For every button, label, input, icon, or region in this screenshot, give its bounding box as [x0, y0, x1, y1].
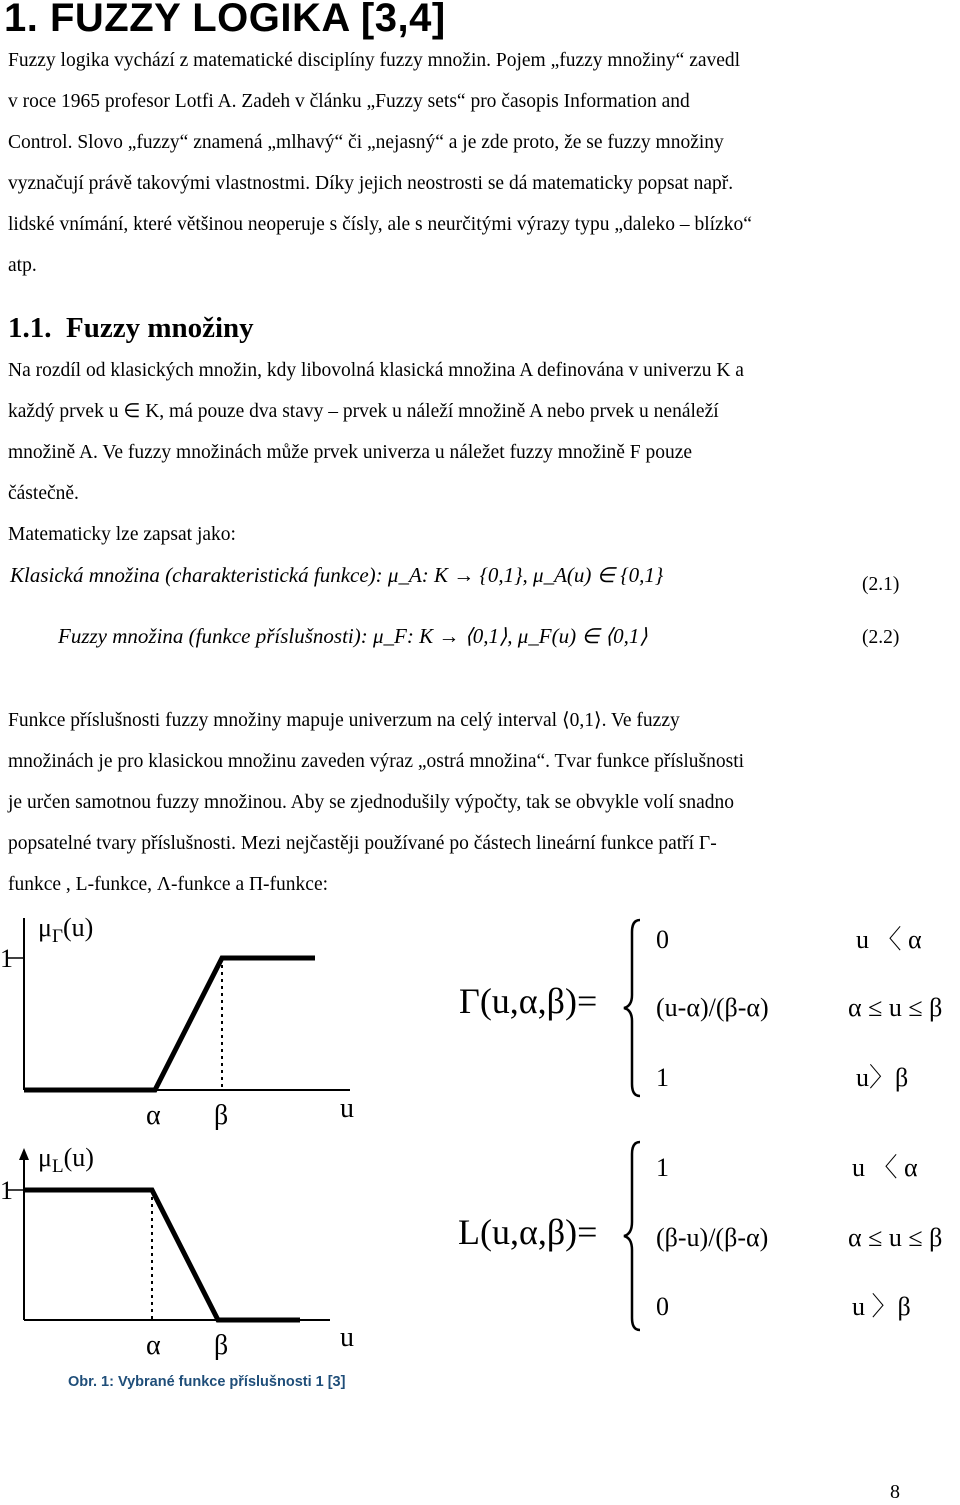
mu-argument: (u) [63, 1143, 94, 1172]
intro-line: v roce 1965 profesor Lotfi A. Zadeh v článku „Fuzzy sets“ pro časopis Information and [8, 91, 690, 112]
gamma-formula-lhs: Γ(u,α,β)= [459, 981, 598, 1021]
gamma-curve [24, 958, 315, 1090]
body-line: množinách je pro klasickou množinu zaveden výraz „ostrá množina“. Tvar funkce příslušnosti [8, 751, 745, 772]
page-number: 8 [890, 1481, 900, 1503]
body-line: popsatelné tvary příslušnosti. Mezi nejčastěji používané po částech lineární funkce patří Γ- [8, 833, 717, 854]
case-condition: u 〈 α [856, 925, 922, 954]
intro-line: lidské vnímání, které většinou neoperuje s čísly, ale s neurčitými výrazy typu „daleko – blízko“ [8, 214, 752, 235]
case-condition: u〉β [856, 1063, 909, 1092]
case-condition: α ≤ u ≤ β [848, 1223, 943, 1252]
case-value: 0 [656, 1292, 669, 1321]
section-number: 1.1. [8, 312, 52, 344]
tick-label-one: 1 [0, 1176, 13, 1205]
gamma-plot [0, 913, 354, 1131]
case-value: 0 [656, 925, 669, 954]
mu-argument: (u) [62, 913, 94, 942]
case-condition: u 〈 α [852, 1153, 918, 1182]
body-line: Funkce příslušnosti fuzzy množiny mapuje univerzum na celý interval ⟨0,1⟩. Ve fuzzy [8, 710, 680, 731]
alpha-label: α [146, 1100, 161, 1131]
case-value: (β-u)/(β-α) [656, 1223, 769, 1252]
l-formula [458, 1142, 942, 1330]
case-value: (u-α)/(β-α) [656, 993, 769, 1022]
l-formula-lhs: L(u,α,β)= [458, 1212, 598, 1252]
section-line: Matematicky lze zapsat jako: [8, 524, 236, 545]
equation-number: (2.2) [862, 627, 900, 648]
intro-line: Control. Slovo „fuzzy“ znamená „mlhavý“ či „nejasný“ a je zde proto, že se fuzzy množiny [8, 132, 724, 153]
mu-symbol: μ [38, 913, 52, 942]
figure-caption: Obr. 1: Vybrané funkce příslušnosti 1 [3] [68, 1374, 346, 1390]
l-plot [0, 1143, 354, 1361]
mu-symbol: μ [38, 1143, 52, 1172]
case-value: 1 [656, 1063, 669, 1092]
mu-subscript: L [51, 1156, 64, 1177]
brace-icon [624, 1142, 640, 1330]
body-line: funkce , L-funkce, Λ-funkce a Π-funkce: [8, 874, 329, 895]
intro-line: vyznačují právě takovými vlastnostmi. Díky jejich neostrosti se dá matematicky popsat např. [8, 173, 734, 194]
body-line: je určen samotnou fuzzy množinou. Aby se zjednodušily výpočty, tak se obvykle volí snadno [8, 792, 735, 813]
equation-fuzzy: Fuzzy množina (funkce příslušnosti): μ_F: K → ⟨0,1⟩, μ_F(u) ∈ ⟨0,1⟩ [58, 624, 648, 648]
section-line: každý prvek u ∈ K, má pouze dva stavy – prvek u náleží množině A nebo prvek u nenáleží [8, 401, 719, 422]
section-line: množině A. Ve fuzzy množinách může prvek univerza u náležet fuzzy množině F pouze [8, 442, 693, 463]
beta-label: β [214, 1100, 229, 1131]
u-label: u [340, 1322, 354, 1353]
brace-icon [624, 920, 640, 1096]
equation-number: (2.1) [862, 574, 900, 595]
section-line: částečně. [8, 483, 79, 504]
equation-classic: Klasická množina (charakteristická funkce): μ_A: K → {0,1}, μ_A(u) ∈ {0,1} [10, 563, 664, 587]
u-label: u [340, 1093, 354, 1124]
beta-label: β [214, 1330, 229, 1361]
chapter-title: 1. FUZZY LOGIKA [3,4] [4, 0, 446, 40]
case-condition: α ≤ u ≤ β [848, 993, 943, 1022]
axis-label-mu [38, 1143, 94, 1177]
section-title: Fuzzy množiny [66, 312, 254, 344]
intro-line: atp. [8, 255, 37, 276]
gamma-formula [459, 920, 942, 1096]
intro-line: Fuzzy logika vychází z matematické disciplíny fuzzy množin. Pojem „fuzzy množiny“ zavedl [8, 50, 741, 71]
tick-label-one: 1 [0, 944, 13, 973]
case-value: 1 [656, 1153, 669, 1182]
mu-subscript: Γ [51, 926, 63, 947]
alpha-label: α [146, 1330, 161, 1361]
section-line: Na rozdíl od klasických množin, kdy libovolná klasická množina A definována v univerzu K a [8, 360, 744, 381]
l-curve [24, 1190, 300, 1320]
case-condition: u 〉β [852, 1292, 911, 1321]
axis-label-mu [38, 913, 93, 947]
